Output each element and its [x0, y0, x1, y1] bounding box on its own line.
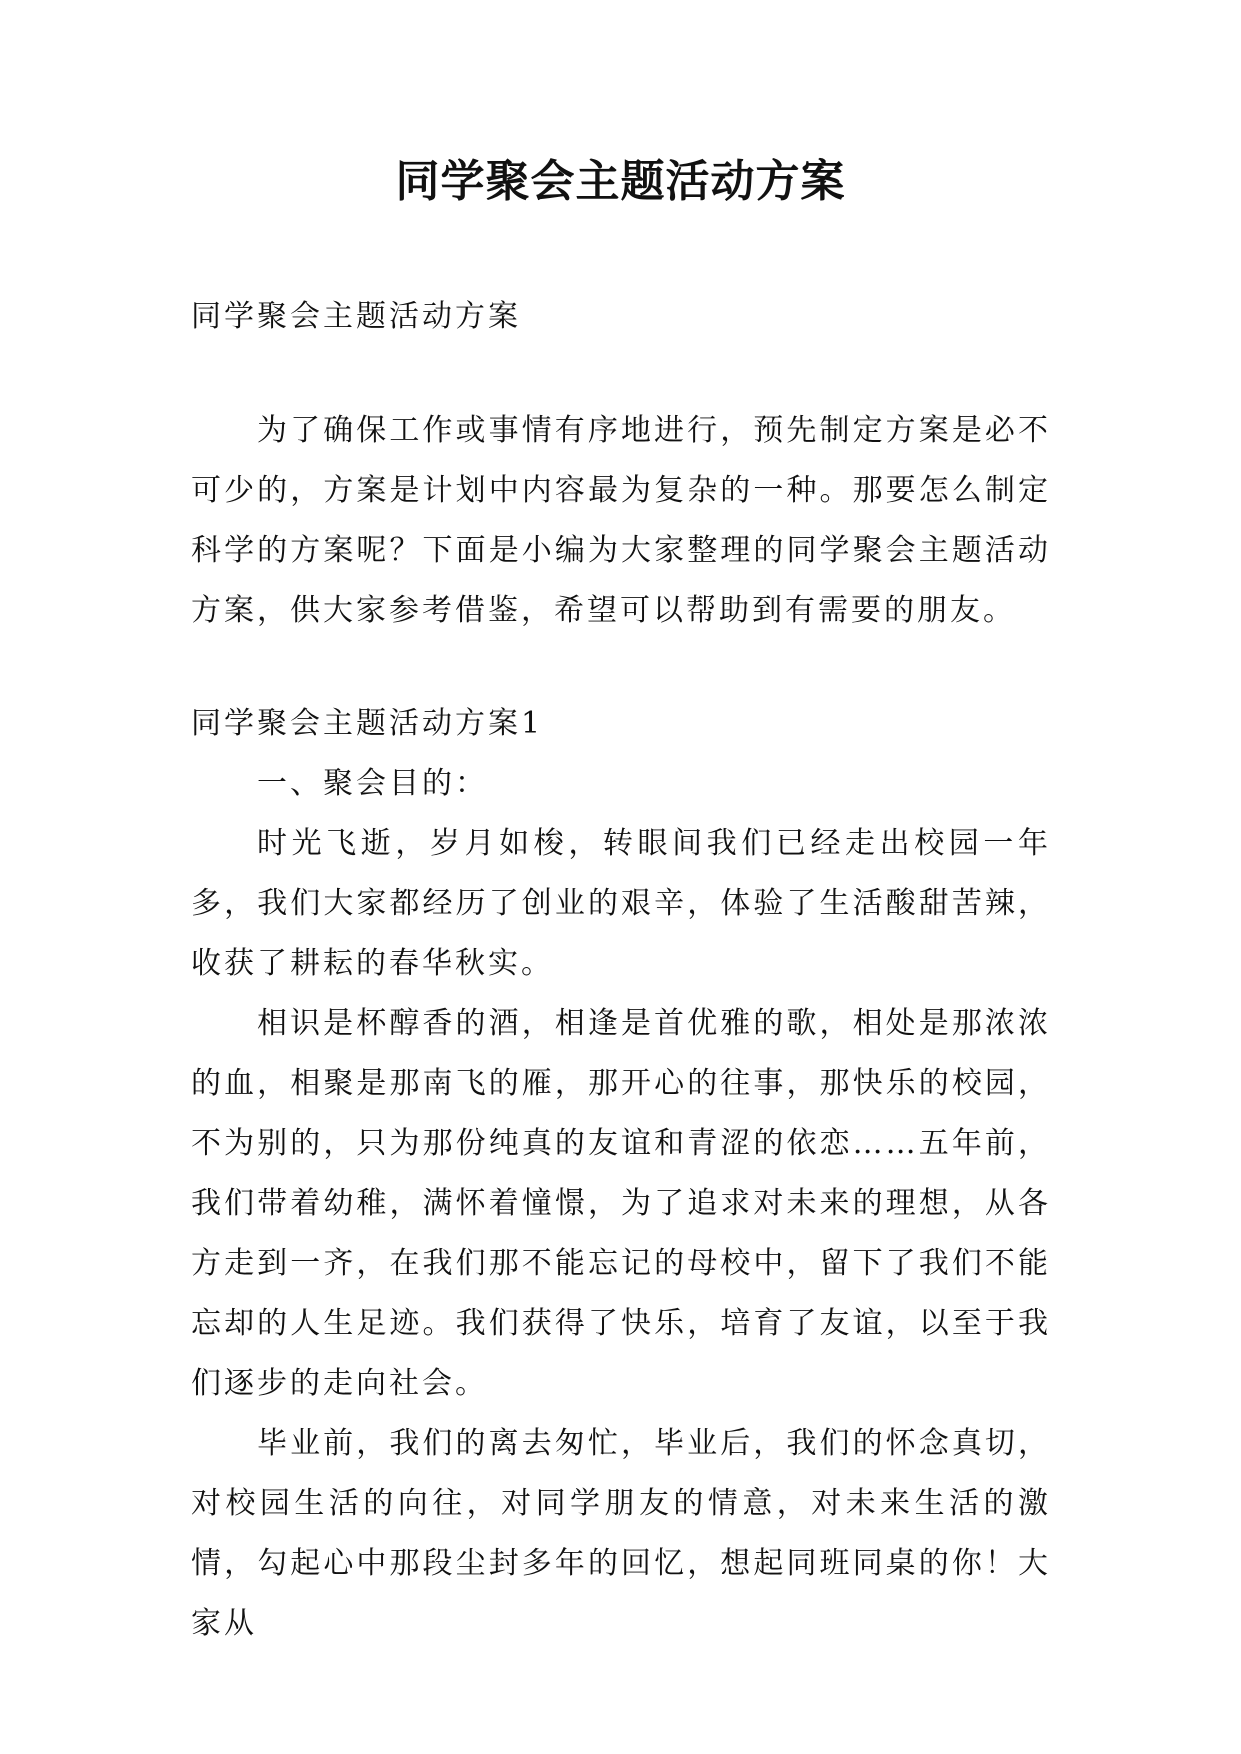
intro-paragraph: 为了确保工作或事情有序地进行，预先制定方案是必不可少的，方案是计划中内容最为复杂的一种。那要怎么制定科学的方案呢？下面是小编为大家整理的同学聚会主题活动方案，供大家参考借鉴，希望可以帮助到有需要的朋友。 [191, 413, 1051, 628]
section-heading: 同学聚会主题活动方案1 [191, 706, 544, 741]
document-subtitle: 同学聚会主题活动方案 [191, 299, 521, 334]
section-plan-1 [191, 694, 1051, 1654]
body-paragraph: 相识是杯醇香的酒，相逢是首优雅的歌，相处是那浓浓的血，相聚是那南飞的雁，那开心的往事，那快乐的校园，不为别的，只为那份纯真的友谊和青涩的依恋……五年前，我们带着幼稚，满怀着憧憬，为了追求对未来的理想，从各方走到一齐，在我们那不能忘记的母校中，留下了我们不能忘却的人生足迹。我们获得了快乐，培育了友谊，以至于我们逐步的走向社会。 [191, 1006, 1051, 1401]
body-paragraph: 时光飞逝，岁月如梭，转眼间我们已经走出校园一年多，我们大家都经历了创业的艰辛，体验了生活酸甜苦辣，收获了耕耘的春华秋实。 [191, 826, 1051, 981]
body-paragraph: 毕业前，我们的离去匆忙，毕业后，我们的怀念真切，对校园生活的向往，对同学朋友的情意，对未来生活的激情，勾起心中那段尘封多年的回忆，想起同班同桌的你！大家从 [191, 1426, 1051, 1641]
document-title: 同学聚会主题活动方案 [395, 156, 846, 207]
point-heading: 一、聚会目的： [257, 766, 488, 801]
